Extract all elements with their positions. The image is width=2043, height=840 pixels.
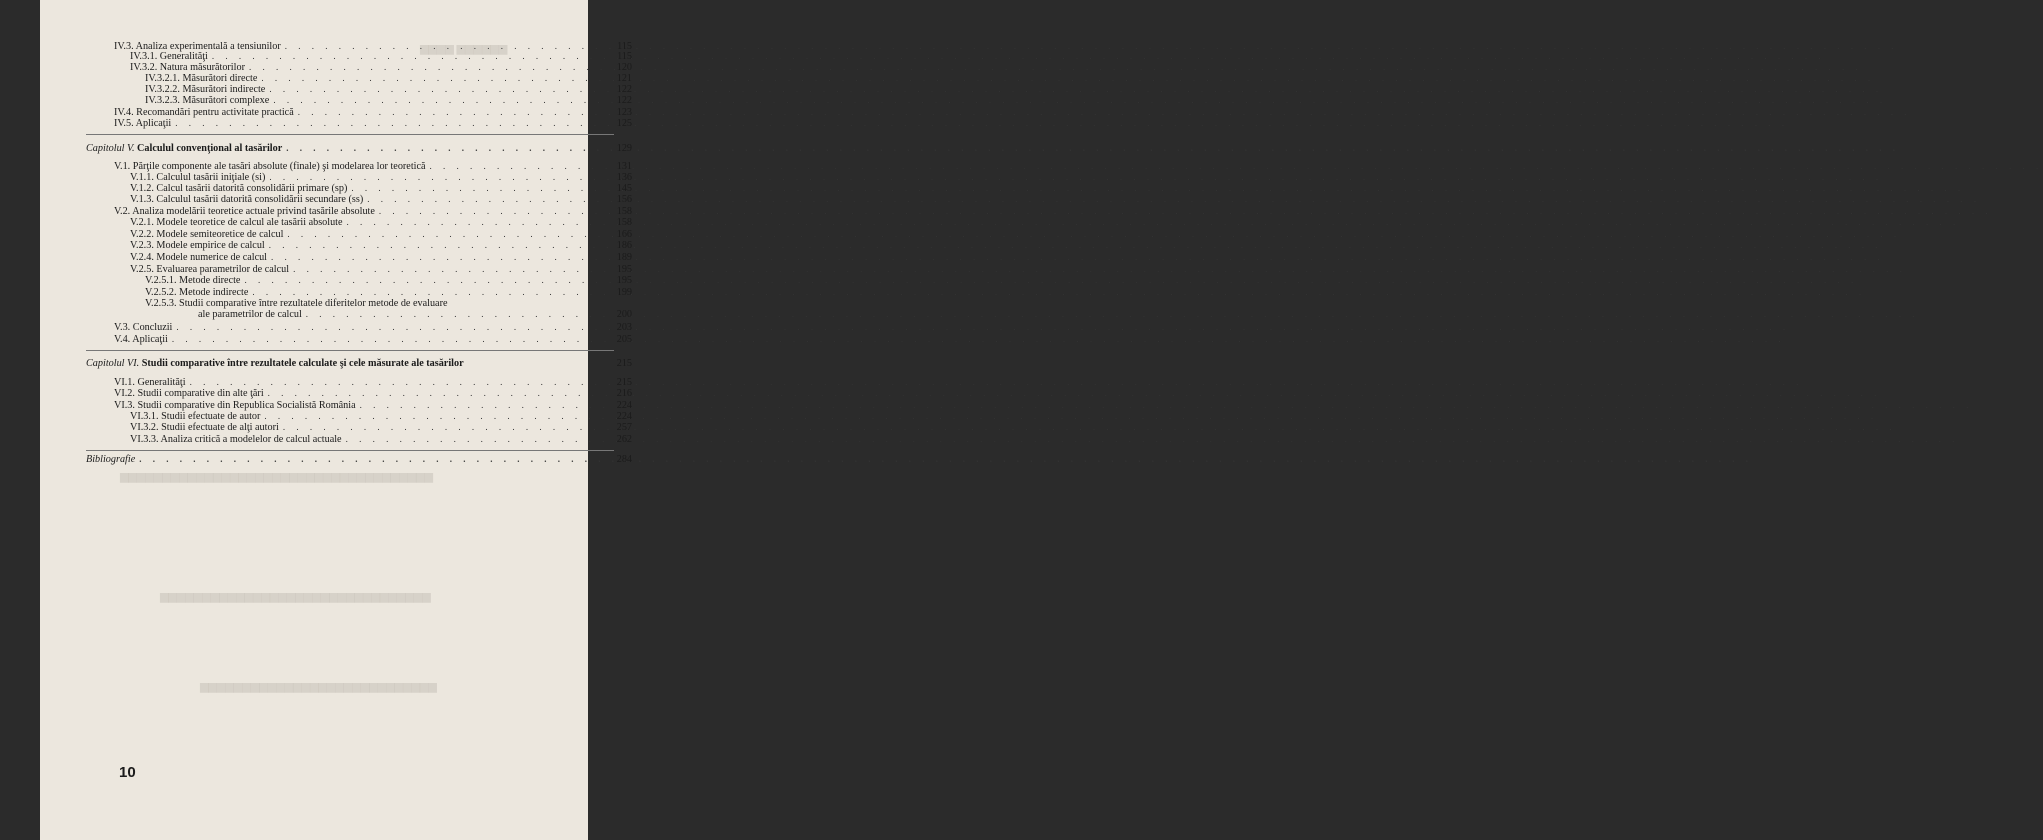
chapter-prefix: Capitolul V. (86, 143, 135, 154)
toc-entry: VI.3.1. Studii efectuate de autor . . . 224 (130, 410, 632, 423)
show-through-texture: ▆▆▆▆▆▆▆▆▆▆▆▆▆▆▆▆▆▆▆▆▆▆▆▆▆▆▆▆▆▆▆▆▆▆▆▆▆ (120, 471, 434, 483)
toc-entry: IV.3.2.1. Măsurători directe . . . 121 (145, 72, 632, 85)
section-rule (86, 350, 614, 351)
toc-entry: V.4. Aplicaţii . . . 205 (114, 333, 632, 346)
toc-entry: IV.3.2. Natura măsurătorilor . . . 120 (130, 61, 632, 74)
toc-entry: IV.3.2.3. Măsurători complexe . . . 122 (145, 94, 632, 107)
toc-chapter-entry: Capitolul V. Calculul convenţional al tasărilor . . . 129 (86, 142, 632, 155)
show-through-texture: ▆▆▆▆▆▆▆▆▆▆▆▆▆▆▆▆▆▆▆▆▆▆▆▆▆▆▆▆▆▆▆▆ (160, 591, 431, 603)
bibliography-label: Bibliografie (86, 454, 136, 465)
toc-chapter-entry: Capitolul VI. Studii comparative între rezultatele calculate şi cele măsurate ale tasărilor 215 (86, 358, 632, 369)
toc-entry: IV.5. Aplicaţii . . . 125 (114, 117, 632, 130)
toc-entry: V.2.2. Modele semiteoretice de calcul . . . 166 (130, 228, 632, 241)
chapter-prefix: Capitolul VI. (86, 358, 140, 369)
toc-entry: V.1.1. Calculul tasării iniţiale (si) . . . 136 (130, 171, 632, 184)
toc-entry: VI.3. Studii comparative din Republica Socialistă România . . . 224 (114, 399, 632, 412)
toc-entry: V.2. Analiza modelării teoretice actuale privind tasările absolute . . . 158 (114, 205, 632, 218)
toc-entry: V.3. Concluzii . . . 203 (114, 321, 632, 334)
toc-entry: V.1. Părţile componente ale tasări absolute (finale) şi modelarea lor teoretică . . . 131 (114, 160, 632, 173)
chapter-title: Studii comparative între rezultatele calculate şi cele măsurate ale tasărilor (141, 358, 464, 369)
toc-entry: V.2.5.2. Metode indirecte . . . 199 (145, 286, 632, 299)
toc-entry: VI.3.3. Analiza critică a modelelor de calcul actuale . . . 262 (130, 433, 632, 446)
chapter-title: Calculul convenţional al tasărilor (137, 143, 283, 154)
toc-entry: V.2.1. Modele teoretice de calcul ale tasării absolute . . . 158 (130, 216, 632, 229)
toc-entry: V.1.2. Calcul tasării datorită consolidării primare (sp) . . . 145 (130, 182, 632, 195)
toc-entry: V.1.3. Calculul tasării datorită consolidării secundare (ss) . . . 156 (130, 193, 632, 206)
toc-entry-multiline: V.2.5.3. Studii comparative între rezultatele diferitelor metode de evaluare (145, 298, 448, 309)
section-rule (86, 134, 614, 135)
toc-entry: V.2.5. Evaluarea parametrilor de calcul . . . 195 (130, 263, 632, 276)
section-rule (86, 450, 614, 451)
toc-entry: IV.3.1. Generalităţi . . . 115 (130, 50, 632, 63)
toc-entry: VI.3.2. Studii efectuate de alţi autori . . . 257 (130, 421, 632, 434)
book-page (40, 0, 632, 840)
show-through-texture: ▆▆▆▆▆▆ ▆▆▆▆ (420, 43, 508, 55)
page-number: 10 (119, 764, 136, 781)
toc-entry: IV.3.2.2. Măsurători indirecte . . . 122 (145, 83, 632, 96)
toc-bibliography-entry: Bibliografie . . . 284 (86, 453, 632, 466)
toc-entry: VI.1. Generalităţi . . . 215 (114, 376, 632, 389)
toc-entry: IV.4. Recomandări pentru activitate practică . . . 123 (114, 106, 632, 119)
toc-entry: V.2.4. Modele numerice de calcul . . . 189 (130, 251, 632, 264)
toc-entry: VI.2. Studii comparative din alte ţări . . . 216 (114, 387, 632, 400)
toc-entry: V.2.3. Modele empirice de calcul . . . 186 (130, 239, 632, 252)
toc-entry-continuation: ale parametrilor de calcul . . . 200 (198, 308, 632, 321)
show-through-texture: ▆▆▆▆▆▆▆▆▆▆▆▆▆▆▆▆▆▆▆▆▆▆▆▆▆▆▆▆ (200, 681, 437, 693)
toc-entry: V.2.5.1. Metode directe . . . 195 (145, 274, 632, 287)
toc-entry: IV.3. Analiza experimentală a tensiunilor . . . 115 (114, 40, 632, 53)
